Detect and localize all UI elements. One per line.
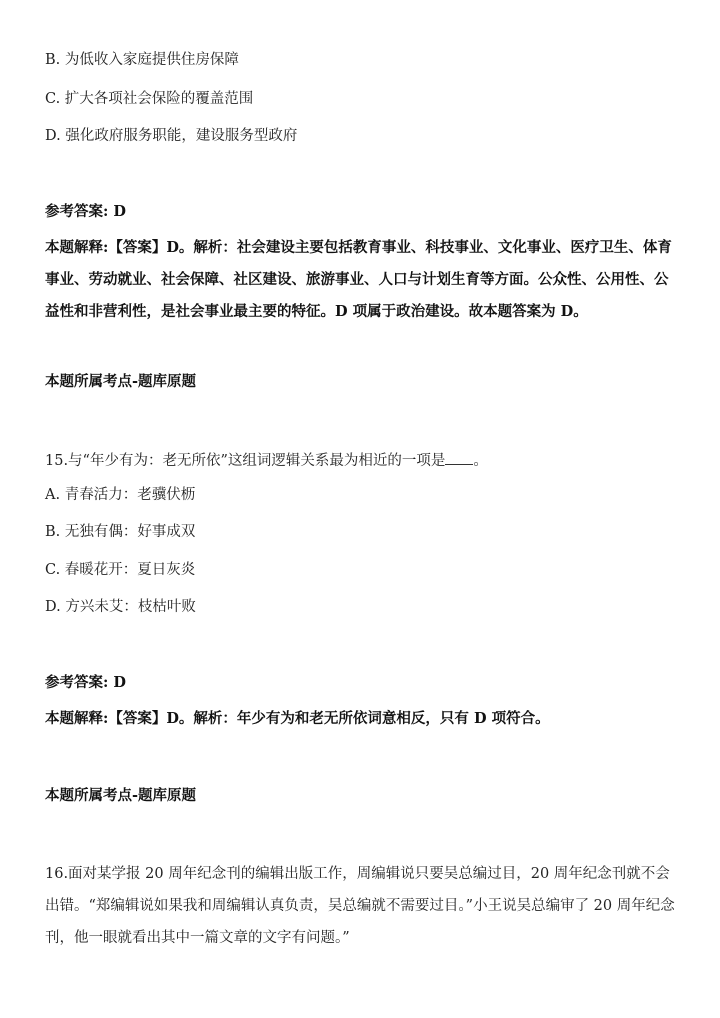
option-b: B. 无独有偶：好事成双 [45, 524, 196, 540]
answer: 参考答案: D [45, 203, 126, 220]
answer-blank [445, 450, 473, 465]
option-c: C. 扩大各项社会保险的覆盖范围 [45, 91, 254, 107]
question-stem-end: 。 [473, 453, 488, 469]
option-b: B. 为低收入家庭提供住房保障 [45, 52, 239, 68]
explanation: 本题解释:【答案】D。解析：社会建设主要包括教育事业、科技事业、文化事业、医疗卫生、体育事业、劳动就业、社会保障、社区建设、旅游事业、人口与计划生育等方面。公众性、公用性、公益性和非营利性，是社会事业最主要的特征。D 项属于政治建设。故本题答案为 D。 [45, 239, 672, 320]
explanation: 本题解释:【答案】D。解析：年少有为和老无所依词意相反，只有 D 项符合。 [45, 710, 550, 727]
option-d: D. 方兴未艾：枝枯叶败 [45, 599, 196, 615]
option-a: A. 青春活力：老骥伏枥 [45, 487, 196, 503]
question-stem: 16.面对某学报 20 周年纪念刊的编辑出版工作，周编辑说只要吴总编过目，20 周年纪念刊就不会出错。“郑编辑说如果我和周编辑认真负责，吴总编就不需要过目。”小王说吴总编审了 20 周年纪念刊，他一眼就看出其中一篇文章的文字有问题。” [45, 866, 675, 946]
source-tag: 本题所属考点-题库原题 [45, 373, 197, 390]
question-stem [45, 450, 675, 471]
option-c: C. 春暖花开：夏日灰炎 [45, 562, 196, 578]
question-stem-text: 15.与“年少有为：老无所依”这组词逻辑关系最为相近的一项是 [45, 453, 446, 469]
option-d: D. 强化政府服务职能，建设服务型政府 [45, 128, 298, 144]
source-tag: 本题所属考点-题库原题 [45, 787, 197, 804]
answer: 参考答案: D [45, 674, 126, 691]
